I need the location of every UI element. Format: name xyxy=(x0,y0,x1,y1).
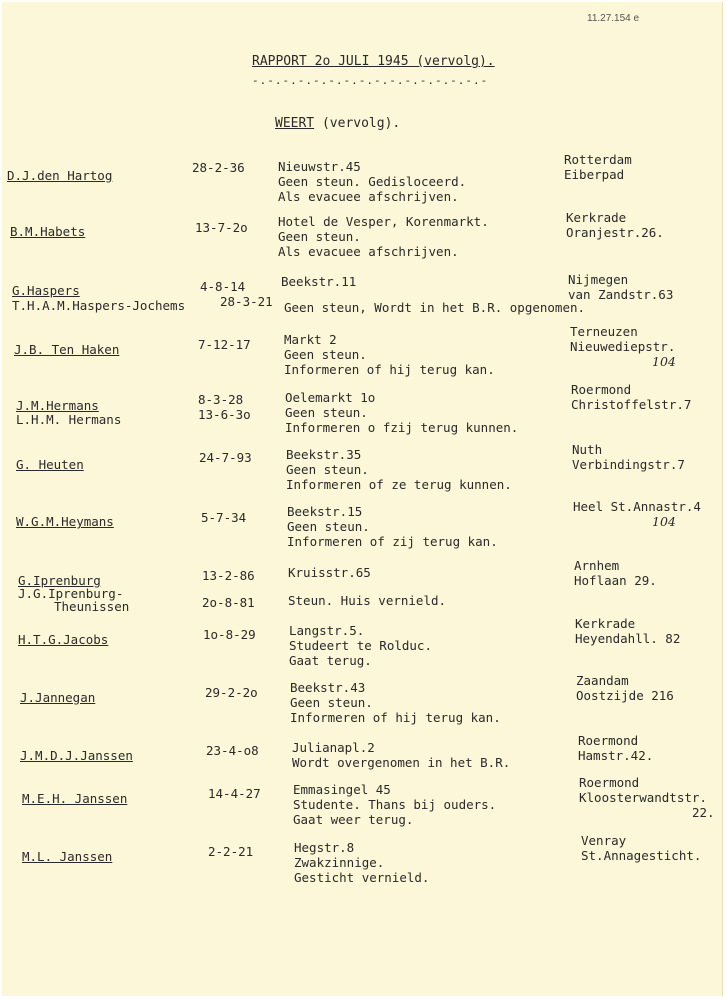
entry-details xyxy=(278,159,466,204)
entry-date: 4-8-14 xyxy=(200,279,246,294)
destination-line: Christoffelstr.7 xyxy=(571,397,692,412)
destination-line: Heyendahll. 82 xyxy=(575,631,681,646)
entry-name: M.L. Janssen xyxy=(22,849,113,864)
entry-name: J.G.Iprenburg- xyxy=(18,586,124,601)
detail-line: Geen steun. xyxy=(278,229,361,244)
destination-line: Hamstr.42. xyxy=(578,748,654,763)
entry-details xyxy=(290,680,501,725)
entry-date: 8-3-28 xyxy=(198,392,244,407)
entry-name: J.M.Hermans xyxy=(16,398,99,413)
detail-line: Studeert te Rolduc. xyxy=(289,638,432,653)
detail-line: Gesticht vernield. xyxy=(294,870,430,885)
entry-date: 24-7-93 xyxy=(199,450,252,465)
destination-line: Zaandam xyxy=(576,673,629,688)
entry-destination xyxy=(576,673,674,703)
entry-name: B.M.Habets xyxy=(10,224,86,239)
section-note: (vervolg). xyxy=(321,116,401,131)
destination-line: Arnhem xyxy=(574,558,620,573)
destination-line: Nuth xyxy=(572,442,603,457)
entry-destination xyxy=(568,272,673,302)
detail-line: Oelemarkt 1o xyxy=(285,390,376,405)
entry-details xyxy=(284,332,495,377)
entry-name: D.J.den Hartog xyxy=(7,168,113,183)
handwritten-annotation: 104 xyxy=(652,514,676,529)
detail-line: Julianapl.2 xyxy=(292,740,375,755)
entry-name: L.H.M. Hermans xyxy=(16,412,122,427)
destination-line: Roermond xyxy=(571,382,632,397)
entry-destination xyxy=(570,324,675,354)
destination-line: Roermond xyxy=(579,775,640,790)
title-rule: -.-.-.-.-.-.-.-.-.-.-.-.-.-.-.- xyxy=(252,74,489,87)
destination-line: Oostzijde 216 xyxy=(576,688,674,703)
entry-date: 13-6-3o xyxy=(198,407,251,422)
detail-line: Informeren of hij terug kan. xyxy=(284,362,495,377)
detail-line: Geen steun. Gedisloceerd. xyxy=(278,174,467,189)
detail-line: Beekstr.43 xyxy=(290,680,366,695)
entry-name: J.B. Ten Haken xyxy=(14,342,120,357)
detail-line: Geen steun. xyxy=(287,519,370,534)
entry-details: Geen steun, Wordt in het B.R. opgenomen. xyxy=(284,300,586,315)
destination-line: Eiberpad xyxy=(564,167,625,182)
entry-destination: 22. xyxy=(692,805,715,820)
entry-details: Kruisstr.65 xyxy=(288,565,371,580)
entry-destination xyxy=(579,775,707,805)
detail-line: Informeren of hij terug kan. xyxy=(290,710,501,725)
entry-details xyxy=(294,840,429,885)
detail-line: Informeren o fzij terug kunnen. xyxy=(285,420,519,435)
destination-line: Kloosterwandtstr. xyxy=(579,790,707,805)
entry-details xyxy=(286,447,512,492)
entry-details: Beekstr.11 xyxy=(281,274,357,289)
detail-line: Geen steun. xyxy=(286,462,369,477)
entry-name: J.M.D.J.Janssen xyxy=(20,748,133,763)
detail-line: Geen steun. xyxy=(290,695,373,710)
entry-destination xyxy=(581,833,701,863)
detail-line: Als evacuee afschrijven. xyxy=(278,244,459,259)
entry-name: G.Iprenburg xyxy=(18,573,101,588)
detail-line: Informeren of ze terug kunnen. xyxy=(286,477,512,492)
destination-line: St.Annagesticht. xyxy=(581,848,702,863)
entry-date: 2o-8-81 xyxy=(202,595,255,610)
entry-date: 7-12-17 xyxy=(198,337,251,352)
entry-details: Steun. Huis vernield. xyxy=(288,593,447,608)
entry-destination xyxy=(574,558,657,588)
entry-details xyxy=(289,623,432,668)
destination-line: Kerkrade xyxy=(575,616,636,631)
entry-details xyxy=(285,390,518,435)
section-heading xyxy=(275,116,400,131)
detail-line: Als evacuee afschrijven. xyxy=(278,189,459,204)
destination-line: Hoflaan 29. xyxy=(574,573,657,588)
entry-destination xyxy=(566,210,664,240)
destination-line: Rotterdam xyxy=(564,152,632,167)
section-place: WEERT xyxy=(275,116,315,131)
detail-line: Zwakzinnige. xyxy=(294,855,385,870)
entry-date: 29-2-2o xyxy=(205,685,258,700)
entry-destination xyxy=(575,616,680,646)
detail-line: Gaat weer terug. xyxy=(293,812,414,827)
entry-date: 28-3-21 xyxy=(220,294,273,309)
entry-destination xyxy=(571,382,691,412)
detail-line: Beekstr.35 xyxy=(286,447,362,462)
destination-line: van Zandstr.63 xyxy=(568,287,674,302)
detail-line: Beekstr.15 xyxy=(287,504,363,519)
destination-line: Verbindingstr.7 xyxy=(572,457,685,472)
detail-line: Markt 2 xyxy=(284,332,337,347)
entry-name: H.T.G.Jacobs xyxy=(18,632,109,647)
entry-date: 2-2-21 xyxy=(208,844,254,859)
detail-line: Gaat terug. xyxy=(289,653,372,668)
entry-destination xyxy=(578,733,653,763)
destination-line: Nijmegen xyxy=(568,272,629,287)
entry-destination xyxy=(572,442,685,472)
detail-line: Geen steun. xyxy=(285,405,368,420)
entry-date: 5-7-34 xyxy=(201,510,247,525)
entry-destination: Heel St.Annastr.4 xyxy=(573,499,701,514)
archive-reference: 11.27.154 e xyxy=(587,13,640,24)
detail-line: Informeren of zij terug kan. xyxy=(287,534,498,549)
destination-line: Roermond xyxy=(578,733,639,748)
destination-line: Oranjestr.26. xyxy=(566,225,664,240)
entry-destination xyxy=(564,152,632,182)
entry-name: G.Haspers xyxy=(12,283,80,298)
destination-line: Kerkrade xyxy=(566,210,627,225)
document-page xyxy=(2,2,723,996)
destination-line: Terneuzen xyxy=(570,324,638,339)
detail-line: Hegstr.8 xyxy=(294,840,355,855)
entry-name: G. Heuten xyxy=(16,457,84,472)
entry-details xyxy=(287,504,498,549)
entry-date: 1o-8-29 xyxy=(203,627,256,642)
detail-line: Nieuwstr.45 xyxy=(278,159,361,174)
handwritten-annotation: 104 xyxy=(652,354,676,369)
entry-name: T.H.A.M.Haspers-Jochems xyxy=(12,298,186,313)
detail-line: Hotel de Vesper, Korenmarkt. xyxy=(278,214,489,229)
entry-details xyxy=(293,782,496,827)
entry-date: 13-7-2o xyxy=(195,220,248,235)
detail-line: Geen steun. xyxy=(284,347,367,362)
entry-details xyxy=(278,214,489,259)
entry-details xyxy=(292,740,510,770)
entry-date: 13-2-86 xyxy=(202,568,255,583)
detail-line: Studente. Thans bij ouders. xyxy=(293,797,497,812)
entry-date: 28-2-36 xyxy=(192,160,245,175)
entry-name: Theunissen xyxy=(54,599,130,614)
page-title: RAPPORT 2o JULI 1945 (vervolg). xyxy=(252,54,495,69)
entry-date: 23-4-o8 xyxy=(206,743,259,758)
entry-date: 14-4-27 xyxy=(208,786,261,801)
entry-name: W.G.M.Heymans xyxy=(16,514,114,529)
entry-name: M.E.H. Janssen xyxy=(22,791,128,806)
destination-line: Venray xyxy=(581,833,627,848)
detail-line: Langstr.5. xyxy=(289,623,365,638)
detail-line: Wordt overgenomen in het B.R. xyxy=(292,755,511,770)
destination-line: Nieuwediepstr. xyxy=(570,339,676,354)
detail-line: Emmasingel 45 xyxy=(293,782,391,797)
entry-name: J.Jannegan xyxy=(20,690,96,705)
